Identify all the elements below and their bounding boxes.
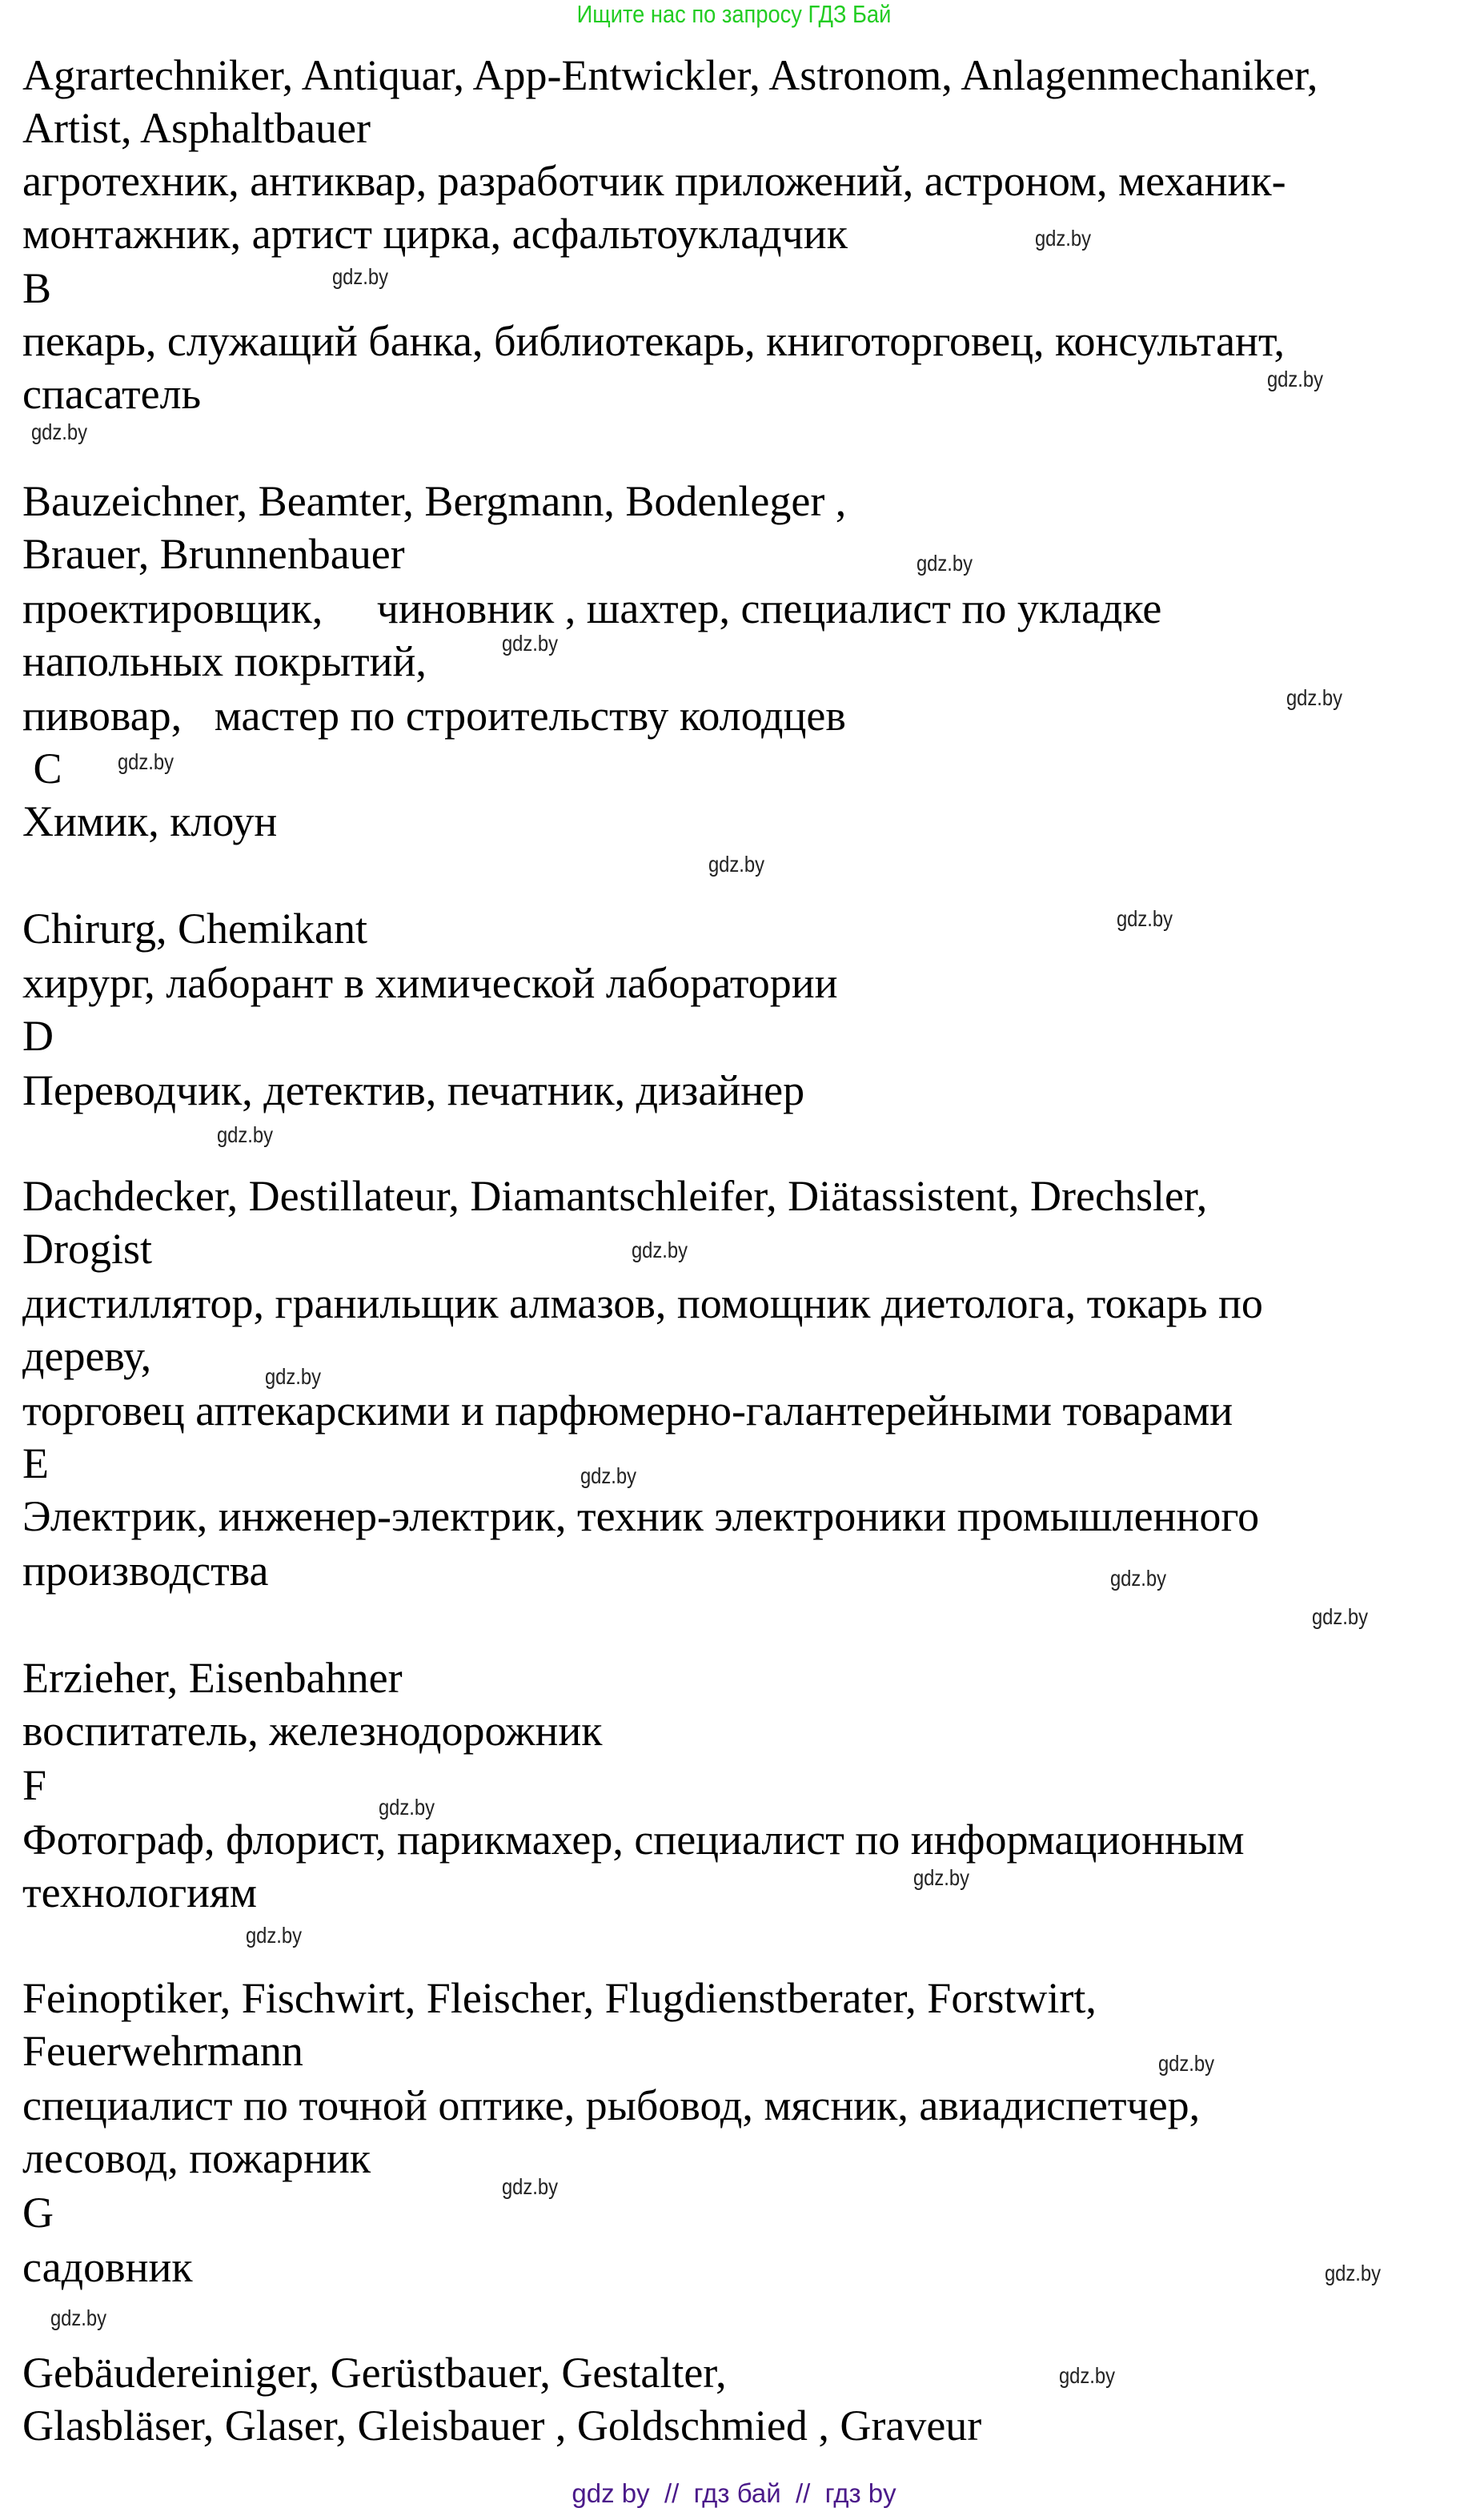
watermark: gdz.by: [1324, 2261, 1382, 2285]
watermark: gdz.by: [1266, 367, 1324, 391]
watermark: gdz.by: [264, 1364, 322, 1389]
text-line: Gebäudereiniger, Gerüstbauer, Gestalter,: [22, 2349, 727, 2397]
text-line: торговец аптекарскими и парфюмерно-галантерейными товарами: [22, 1386, 1233, 1435]
section-letter: B: [22, 264, 52, 312]
text-line: специалист по точной оптике, рыбовод, мясник, авиадиспетчер,: [22, 2081, 1201, 2129]
text-line: Химик, клоун: [22, 797, 278, 845]
watermark: gdz.by: [1157, 2051, 1215, 2076]
watermark: gdz.by: [1058, 2363, 1116, 2388]
watermark: gdz.by: [30, 419, 88, 444]
watermark: gdz.by: [1034, 226, 1092, 251]
text-line: Glasbläser, Glaser, Gleisbauer , Goldschmied , Graveur: [22, 2402, 982, 2450]
text-line: Электрик, инженер-электрик, техник электроники промышленного: [22, 1492, 1260, 1540]
watermark: gdz.by: [1286, 685, 1343, 710]
watermark: gdz.by: [331, 264, 389, 289]
watermark: gdz.by: [580, 1463, 637, 1488]
text-line: пивовар, мастер по строительству колодцев: [22, 692, 846, 740]
watermark: gdz.by: [1109, 1566, 1167, 1591]
text-line: дистиллятор, гранильщик алмазов, помощник диетолога, токарь по: [22, 1279, 1263, 1327]
text-line: Переводчик, детектив, печатник, дизайнер: [22, 1066, 805, 1114]
search-banner: Ищите нас по запросу ГДЗ Бай: [576, 0, 892, 28]
text-line: Chirurg, Chemikant: [22, 905, 367, 953]
footer-links[interactable]: gdz by // гдз бай // гдз by: [572, 2478, 896, 2508]
watermark: gdz.by: [916, 551, 973, 576]
text-line: Erzieher, Eisenbahner: [22, 1654, 403, 1702]
section-letter: G: [22, 2189, 54, 2237]
text-line: Agrartechniker, Antiquar, App-Entwickler, Astronom, Anlagenmechaniker,: [22, 51, 1318, 99]
text-line: Brauer, Brunnenbauer: [22, 530, 405, 578]
text-line: Feuerwehrmann: [22, 2027, 303, 2075]
watermark: gdz.by: [50, 2305, 107, 2330]
watermark: gdz.by: [216, 1122, 274, 1147]
text-line: Artist, Asphaltbauer: [22, 104, 371, 152]
watermark: gdz.by: [245, 1923, 303, 1948]
watermark: gdz.by: [1311, 1604, 1369, 1629]
watermark: gdz.by: [1116, 906, 1173, 931]
section-letter: F: [22, 1761, 47, 1809]
section-letter: C: [22, 744, 62, 793]
text-line: спасатель: [22, 370, 202, 418]
watermark: gdz.by: [708, 852, 765, 877]
text-line: проектировщик, чиновник , шахтер, специалист по укладке: [22, 584, 1162, 632]
watermark: gdz.by: [117, 749, 174, 774]
text-line: монтажник, артист цирка, асфальтоукладчик: [22, 210, 848, 258]
section-letter: E: [22, 1439, 49, 1487]
text-line: Bauzeichner, Beamter, Bergmann, Bodenleger ,: [22, 477, 847, 525]
text-line: хирург, лаборант в химической лаборатории: [22, 959, 838, 1007]
section-letter: D: [22, 1012, 54, 1060]
text-line: дереву,: [22, 1332, 152, 1380]
text-line: напольных покрытий,: [22, 637, 427, 685]
watermark: gdz.by: [501, 631, 559, 656]
text-line: Feinoptiker, Fischwirt, Fleischer, Flugdienstberater, Forstwirt,: [22, 1974, 1097, 2022]
text-line: Drogist: [22, 1225, 152, 1273]
text-line: Dachdecker, Destillateur, Diamantschleifer, Diätassistent, Drechsler,: [22, 1172, 1208, 1220]
watermark: gdz.by: [631, 1238, 688, 1262]
text-line: агротехник, антиквар, разработчик приложений, астроном, механик-: [22, 157, 1286, 205]
watermark: gdz.by: [501, 2174, 559, 2199]
text-line: пекарь, служащий банка, библиотекарь, книготорговец, консультант,: [22, 317, 1285, 365]
text-line: производства: [22, 1547, 269, 1595]
text-line: технологиям: [22, 1868, 258, 1916]
text-line: Фотограф, флорист, парикмахер, специалист по информационным: [22, 1816, 1245, 1864]
text-line: садовник: [22, 2243, 193, 2291]
watermark: gdz.by: [912, 1865, 970, 1890]
text-line: лесовод, пожарник: [22, 2134, 371, 2182]
text-line: воспитатель, железнодорожник: [22, 1707, 603, 1755]
watermark: gdz.by: [378, 1795, 435, 1820]
